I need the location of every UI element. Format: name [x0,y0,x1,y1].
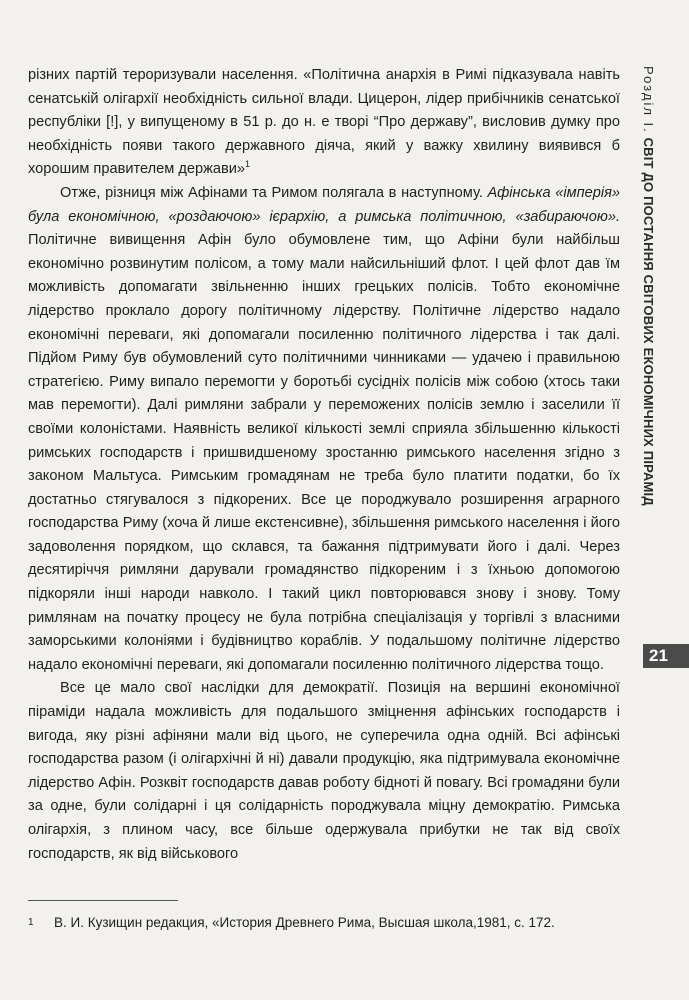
chapter-title: СВІТ ДО ПОСТАННЯ СВІТОВИХ ЕКОНОМІЧНИХ ПІРАМІД [641,137,656,506]
footnote-mark: 1 [28,917,34,928]
footnote-reference: 1 [245,159,251,170]
main-text [28,64,620,866]
chapter-heading [640,66,656,506]
running-header-vertical [640,66,670,626]
paragraph-2-rest: Політичне вивищення Афін було обумовлене тим, що Афіни були найбільш економічно розвинутим полісом, а тому мали найсильніший флот. І цей флот дав їм можливість допомагати звільненню інших грецьких полісів. Тобто економічне лідерство проклало дорогу політичному лідерству. Політичне лідерство надало економічні переваги, які допомагали посиленню політичного лідерства і так далі. Підйом Риму був обумовлений суто політичними чинниками — удачею і правильною стратегією. Риму випало перемогти у боротьбі сусідніх полісів між собою (хтось таки мав перемогти). Далі римляни забрали у переможених полісів землю і заселили її своїми колоністами. Наявність великої кількості землі сприяла збільшенню кількості римських господарств і пришвидшеному зростанню римського населення згідно з законом Мальтуса. Римським громадянам не треба було платити податки, бо їх достатньо стягувалося з підкорених. Все це породжувало розширення аграрного господарства Риму (хоча й лише екстенсивне), збільшення римського населення і його задоволення порядком, що склався, та бажання підтримувати його і далі. Через десятиріччя римляни дарували громадянство підкореним і з їхньою допомогою підкоряли інші народи навколо. І такий цикл повторювався знову і знову. Тому римлянам на початку процесу не була потрібна спеціалізація у торгівлі з власними заморськими колоніями і будівництво кораблів. У подальшому політичне лідерство надало економічні переваги, які допомагали посиленню політичного лідерства тощо. [28,232,620,673]
footnote-divider [28,900,178,901]
paragraph-1-text: різних партій тероризували населення. «Політична анархія в Римі підказувала навіть сенатській олігархії необхідність сильної влади. Цицерон, лідер прибічників сенатської республіки [!], у випущеному в 51 р. до н. е творі “Про державу”, висловив думку про необхідність появи такого державного діяча, який у важку хвилину виявився б хорошим правителем держави» [28,67,620,178]
paragraph-3-text: Все це мало свої наслідки для демократії. Позиція на вершині економічної піраміди надала можливість для подальшого зміцнення афінських господарств і вигода, яку різні афіняни мали від цього, не суперечила одна одній. Всі афінські господарства разом (і олігархічні й ні) давали продукцію, яка підтримувала економічне лідерство Афін. Розквіт господарств давав роботу бідноті й повагу. Всі громадяни були за одне, були солідарні і ця солідарність породжувала міцну демократію. Римська олігархія, з плином часу, все більше одержувала прибутки не так від своїх господарств, як від військового [28,680,620,862]
paragraph-2 [28,182,620,677]
paragraph-3 [28,677,620,866]
paragraph-2-italic: Афінська «імперія» була економічною, «роздаючою» ієрархію, а римська політичною, «забираючою». [28,184,620,225]
footnote-text: В. И. Кузищин редакция, «История Древнего Рима, Высшая школа,1981, с. 172. [54,915,555,930]
paragraph-2-start: Отже, різниця між Афінами та Римом полягала в наступному. [60,184,488,201]
paragraph-1 [28,64,620,182]
footnote [28,914,620,932]
page-number: 21 [643,644,689,668]
section-label: Розділ І. [641,66,656,134]
